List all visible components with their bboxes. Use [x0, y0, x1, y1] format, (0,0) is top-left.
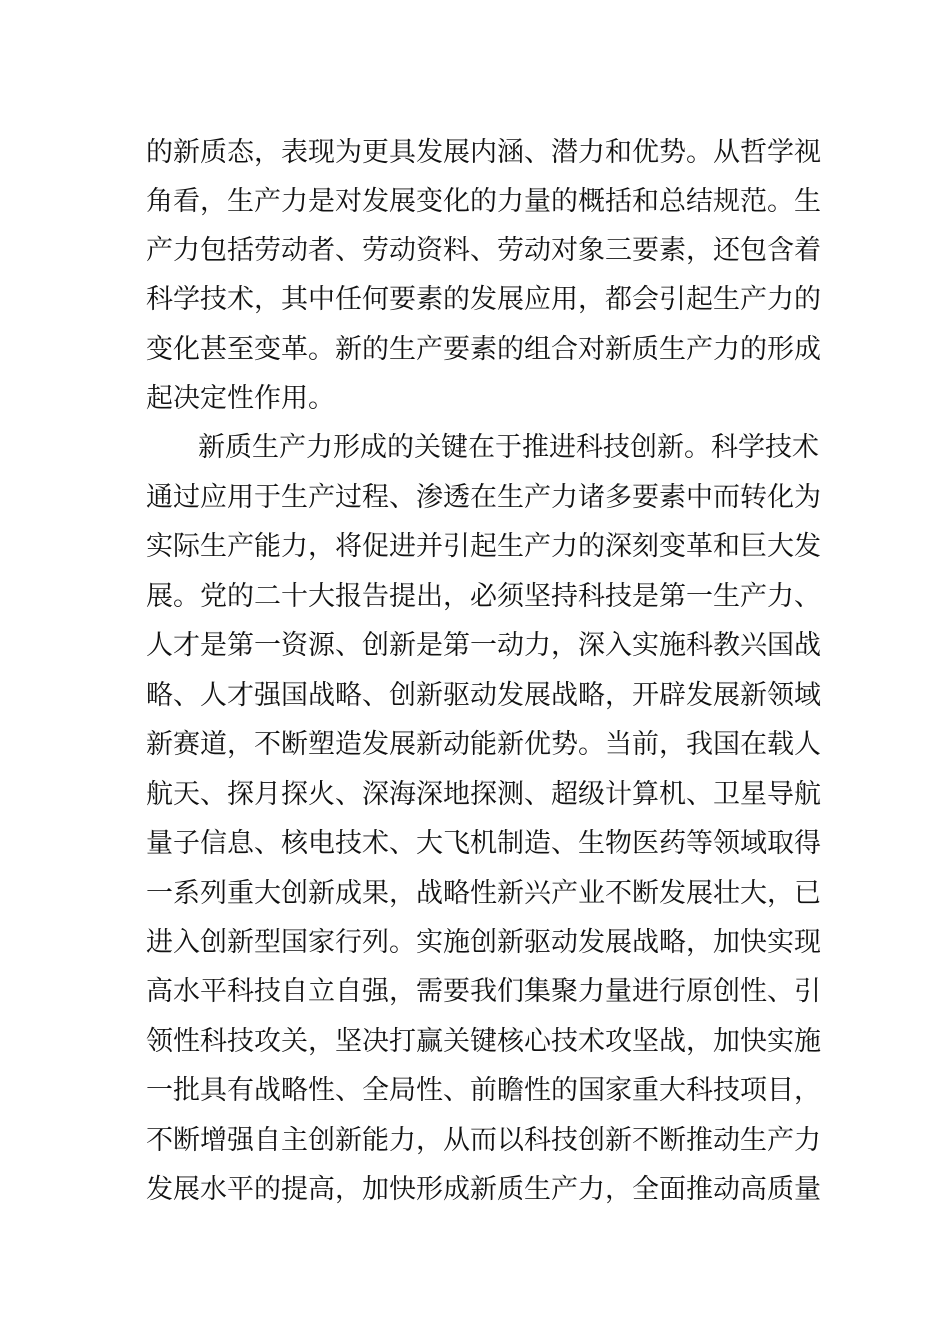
paragraph-2-line-14: 一批具有战略性、全局性、前瞻性的国家重大科技项目，: [146, 1075, 821, 1106]
paragraph-2-line-4: 展。党的二十大报告提出，必须坚持科技是第一生产力、: [146, 581, 821, 612]
paragraph-2-line-11: 进入创新型国家行列。实施创新驱动发展战略，加快实现: [146, 927, 821, 958]
paragraph-1-line-2: 角看，生产力是对发展变化的力量的概括和总结规范。生: [146, 186, 821, 217]
paragraph-2-line-12: 高水平科技自立自强，需要我们集聚力量进行原创性、引: [146, 976, 821, 1007]
paragraph-2-line-16: 发展水平的提高，加快形成新质生产力，全面推动高质量: [146, 1174, 821, 1205]
paragraph-1-line-1: 的新质态，表现为更具发展内涵、潜力和优势。从哲学视: [146, 137, 821, 168]
paragraph-2-line-7: 新赛道，不断塑造发展新动能新优势。当前，我国在载人: [146, 729, 821, 760]
paragraph-1-line-4: 科学技术，其中任何要素的发展应用，都会引起生产力的: [146, 284, 821, 315]
paragraph-1-line-5: 变化甚至变革。新的生产要素的组合对新质生产力的形成: [146, 334, 821, 365]
paragraph-2-line-15: 不断增强自主创新能力，从而以科技创新不断推动生产力: [146, 1125, 821, 1156]
paragraph-2-line-6: 略、人才强国战略、创新驱动发展战略，开辟发展新领域: [146, 680, 821, 711]
paragraph-2-line-1: 新质生产力形成的关键在于推进科技创新。科学技术: [198, 432, 819, 463]
paragraph-2-line-9: 量子信息、核电技术、大飞机制造、生物医药等领域取得: [146, 828, 821, 859]
paragraph-2-line-8: 航天、探月探火、深海深地探测、超级计算机、卫星导航: [146, 779, 821, 810]
paragraph-2-line-2: 通过应用于生产过程、渗透在生产力诸多要素中而转化为: [146, 482, 821, 513]
paragraph-1-line-3: 产力包括劳动者、劳动资料、劳动对象三要素，还包含着: [146, 235, 821, 266]
paragraph-1-line-6: 起决定性作用。: [146, 383, 335, 414]
paragraph-2-line-5: 人才是第一资源、创新是第一动力，深入实施科教兴国战: [146, 630, 821, 661]
paragraph-2-line-10: 一系列重大创新成果，战略性新兴产业不断发展壮大，已: [146, 878, 821, 909]
paragraph-2-line-3: 实际生产能力，将促进并引起生产力的深刻变革和巨大发: [146, 531, 821, 562]
paragraph-2-line-13: 领性科技攻关，坚决打赢关键核心技术攻坚战，加快实施: [146, 1026, 821, 1057]
